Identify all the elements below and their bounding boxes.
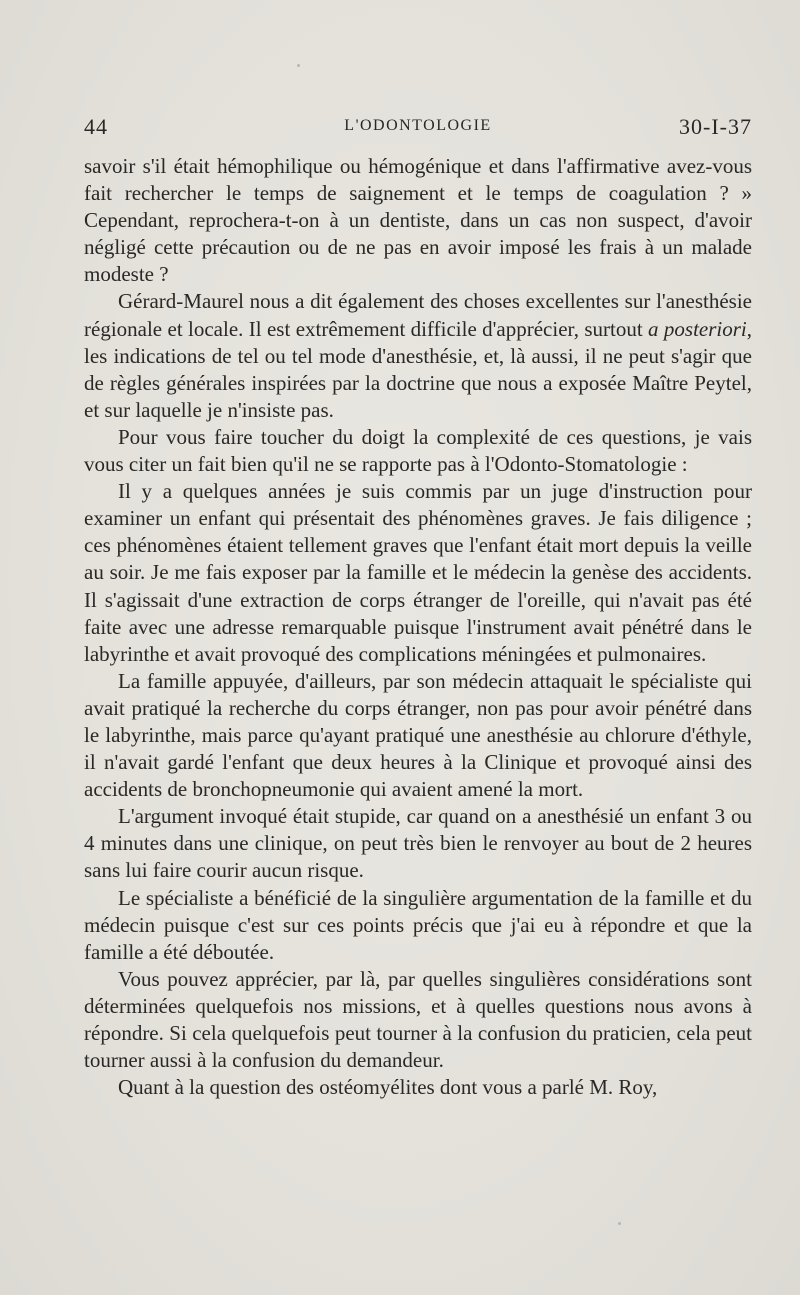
article-body xyxy=(84,153,752,1101)
paragraph: L'argument invoqué était stupide, car quand on a anesthésié un enfant 3 ou 4 minutes dans une clinique, on peut très bien le renvoyer au bout de 2 heures sans lui faire courir aucun risque. xyxy=(84,804,752,883)
paragraph-text: Gérard-Maurel nous a dit également des choses excellentes sur l'anesthésie régionale et locale. Il est extrêmement difficile d'apprécier, surtout xyxy=(84,289,752,341)
paper-speck xyxy=(618,1222,621,1225)
journal-title: L'ODONTOLOGIE xyxy=(344,117,492,134)
page-number: 44 xyxy=(84,114,108,139)
paper-speck xyxy=(297,64,300,67)
paragraph-continues: Quant à la question des ostéomyélites dont vous a parlé M. Roy, xyxy=(118,1075,658,1100)
paragraph-continued: savoir s'il était hémophilique ou hémogénique et dans l'affirmative avez-vous fait rechercher le temps de saignement et le temps de coagulation ? » Cependant, reprochera-t-on à un dentiste, dans un cas non suspect, d'avoir négligé cette précaution ou de ne pas en avoir imposé les frais à un malade modeste ? xyxy=(84,154,752,287)
paragraph: Il y a quelques années je suis commis par un juge d'instruction pour examiner un enfant qui présentait des phénomènes graves. Je fais diligence ; ces phénomènes étaient tellement graves que l'enfant était mort depuis la veille au soir. Je me fais exposer par la famille et le médecin la genèse des accidents. Il s'agissait d'une extraction de corps étranger de l'oreille, qui n'avait pas été faite avec une adresse remarquable puisque l'instrument avait pénétré dans le labyrinthe et avait provoqué des complications méningées et pulmonaires. xyxy=(84,479,752,666)
running-head xyxy=(84,114,752,142)
paragraph: Pour vous faire toucher du doigt la complexité de ces questions, je vais vous citer un fait bien qu'il ne se rapporte pas à l'Odonto-Stomatologie : xyxy=(84,424,752,477)
paragraph: Vous pouvez apprécier, par là, par quelles singulières considérations sont déterminées quelquefois nos missions, et à quelles questions nous avons à répondre. Si cela quelquefois peut tourner à la confusion du praticien, cela peut tourner aussi à la confusion du demandeur. xyxy=(84,966,752,1073)
paragraph: La famille appuyée, d'ailleurs, par son médecin attaquait le spécialiste qui avait pratiqué la recherche du corps étranger, non pas pour avoir pénétré dans le labyrinthe, mais parce qu'ayant pratiqué une anesthésie au chlorure d'éthyle, il n'avait gardé l'enfant que deux heures à la Clinique et provoqué ainsi des accidents de bronchopneumonie qui avaient amené la mort. xyxy=(84,668,752,802)
paragraph: Le spécialiste a bénéficié de la singulière argumentation de la famille et du médecin puisque c'est sur ces points précis que j'ai eu à répondre et que la famille a été déboutée. xyxy=(84,885,752,964)
paragraph-text: , les indications de tel ou tel mode d'anesthésie, et, là aussi, il ne peut s'agir que de règles générales inspirées par la doctrine que nous a exposée Maître Peytel, et sur laquelle je n'insiste pas. xyxy=(84,316,752,422)
issue-date: 30-I-37 xyxy=(679,114,752,139)
paragraph xyxy=(84,288,752,423)
paragraph-italic-phrase: a posteriori xyxy=(648,316,747,341)
